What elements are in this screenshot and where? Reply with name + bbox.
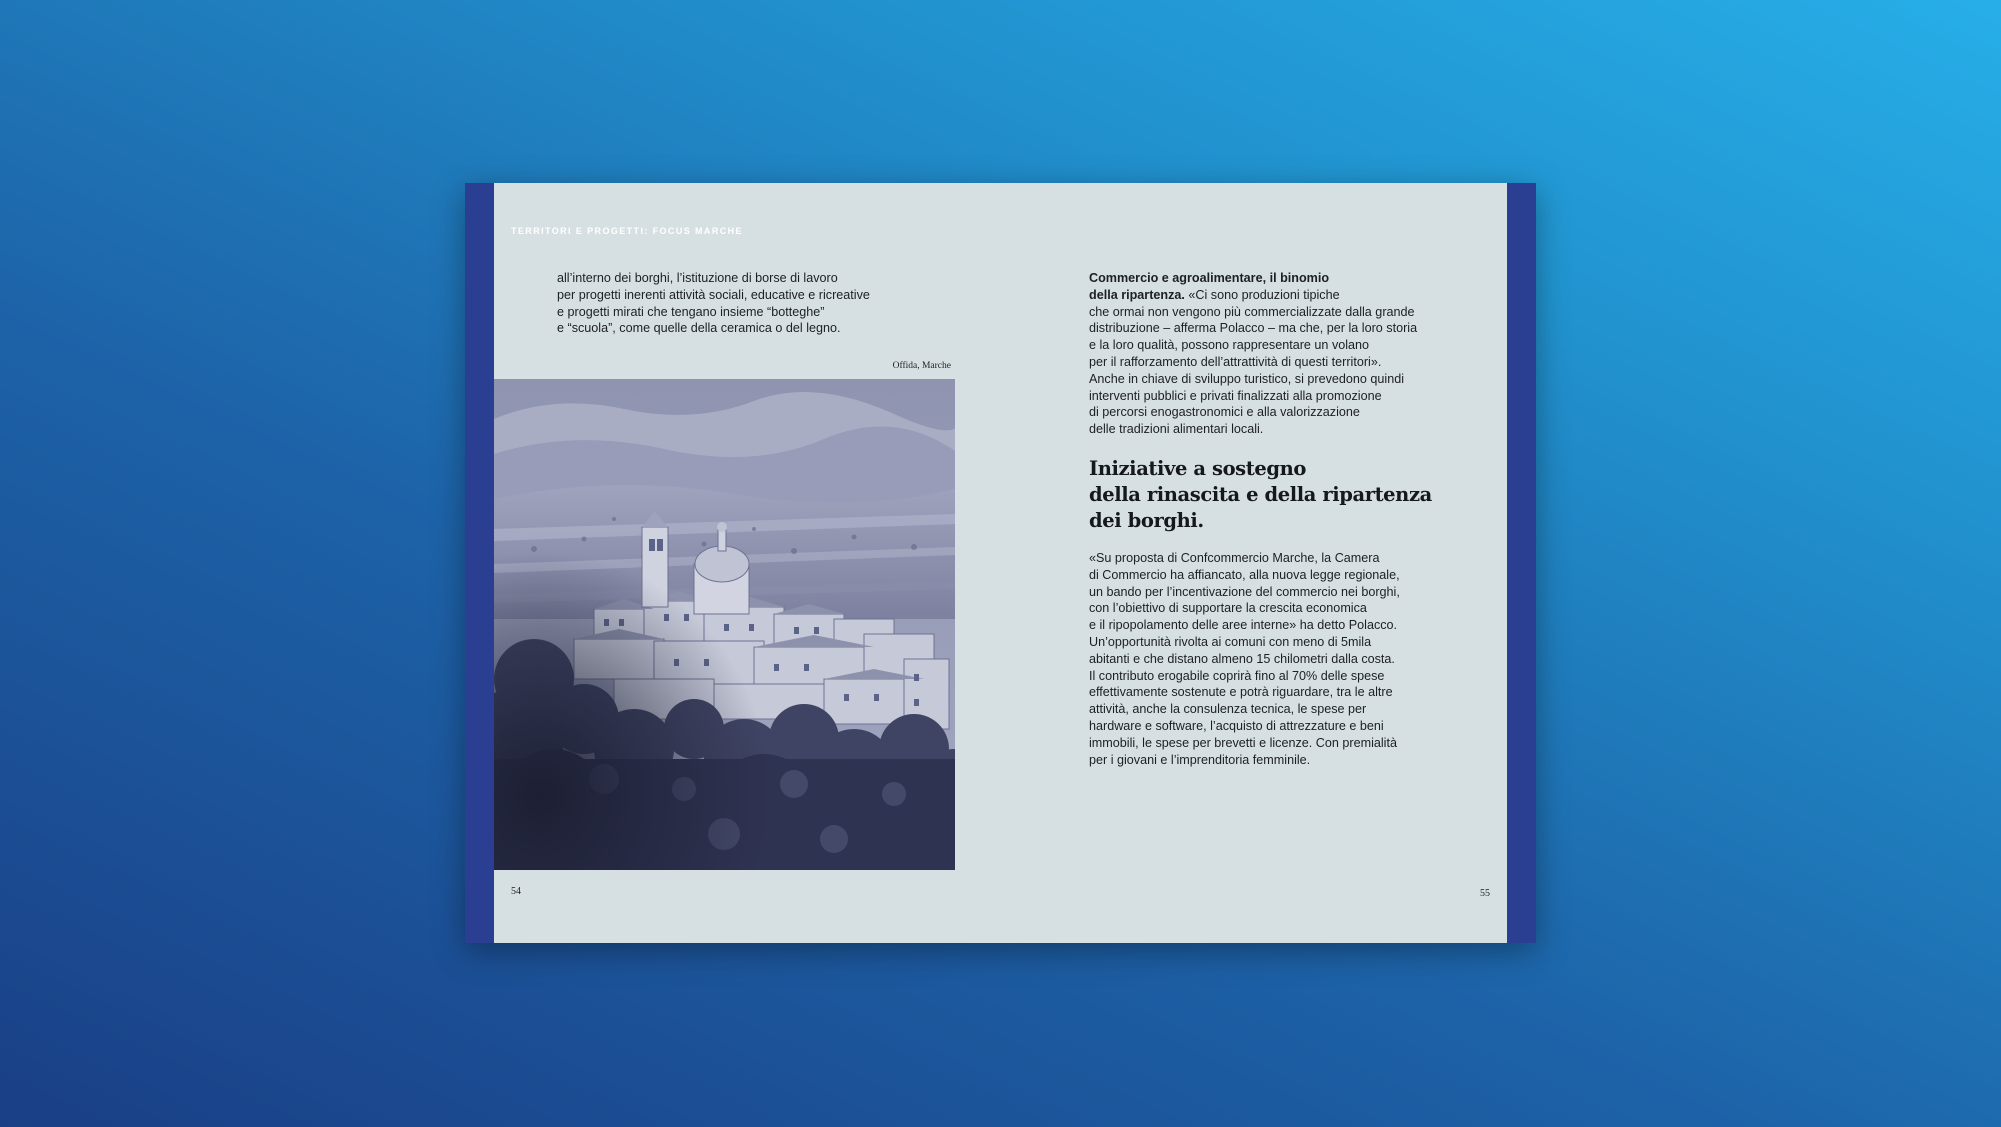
left-page	[465, 183, 999, 943]
town-photo	[494, 379, 955, 870]
running-head: TERRITORI E PROGETTI: FOCUS MARCHE	[511, 226, 743, 236]
right-page	[999, 183, 1536, 943]
page-number-left: 54	[511, 886, 521, 897]
paragraph-lead: Commercio e agroalimentare, il binomio della ripartenza.	[1089, 271, 1330, 302]
left-paragraph: all’interno dei borghi, l’istituzione di borse di lavoro per progetti inerenti attività sociali, educative e ricreative e progetti mirati che tengano insieme “botteghe” e “scuola”, come quelle della ceramica o del legno.	[557, 271, 870, 336]
brochure-spread	[465, 183, 1536, 943]
right-paragraph-1	[1089, 270, 1469, 438]
page-number-right: 55	[1480, 888, 1490, 899]
right-paragraph-2: «Su proposta di Confcommercio Marche, la Camera di Commercio ha affiancato, alla nuova legge regionale, un bando per l’incentivazione del commercio nei borghi, con l’obiettivo di supportare la crescita economica e il ripopolamento delle aree interne» ha detto Polacco. Un’opportunità rivolta ai comuni con meno di 5mila abitanti e che distano almeno 15 chilometri dalla costa. Il contributo erogabile coprirà fino al 70% delle spese effettivamente sostenute e potrà riguardare, tra le altre attività, anche la consulenza tecnica, le spese per hardware e software, l’acquisto di attrezzature e beni immobili, le spese per brevetti e licenze. Con premialità per i giovani e l’imprenditoria femminile.	[1089, 551, 1400, 767]
section-heading: Iniziative a sostegno della rinascita e della ripartenza dei borghi.	[1089, 457, 1432, 532]
photo-caption: Offida, Marche	[892, 361, 951, 371]
paragraph-body: «Ci sono produzioni tipiche che ormai non vengono più commercializzate dalla grande distribuzione – afferma Polacco – ma che, per la loro storia e la loro qualità, possono rappresentare un volano per il rafforzamento dell’attrattività di questi territori». Anche in chiave di sviluppo turistico, si prevedono quindi interventi pubblici e privati finalizzati alla promozione di percorsi enogastronomici e alla valorizzazione delle tradizioni alimentari locali.	[1089, 287, 1418, 437]
